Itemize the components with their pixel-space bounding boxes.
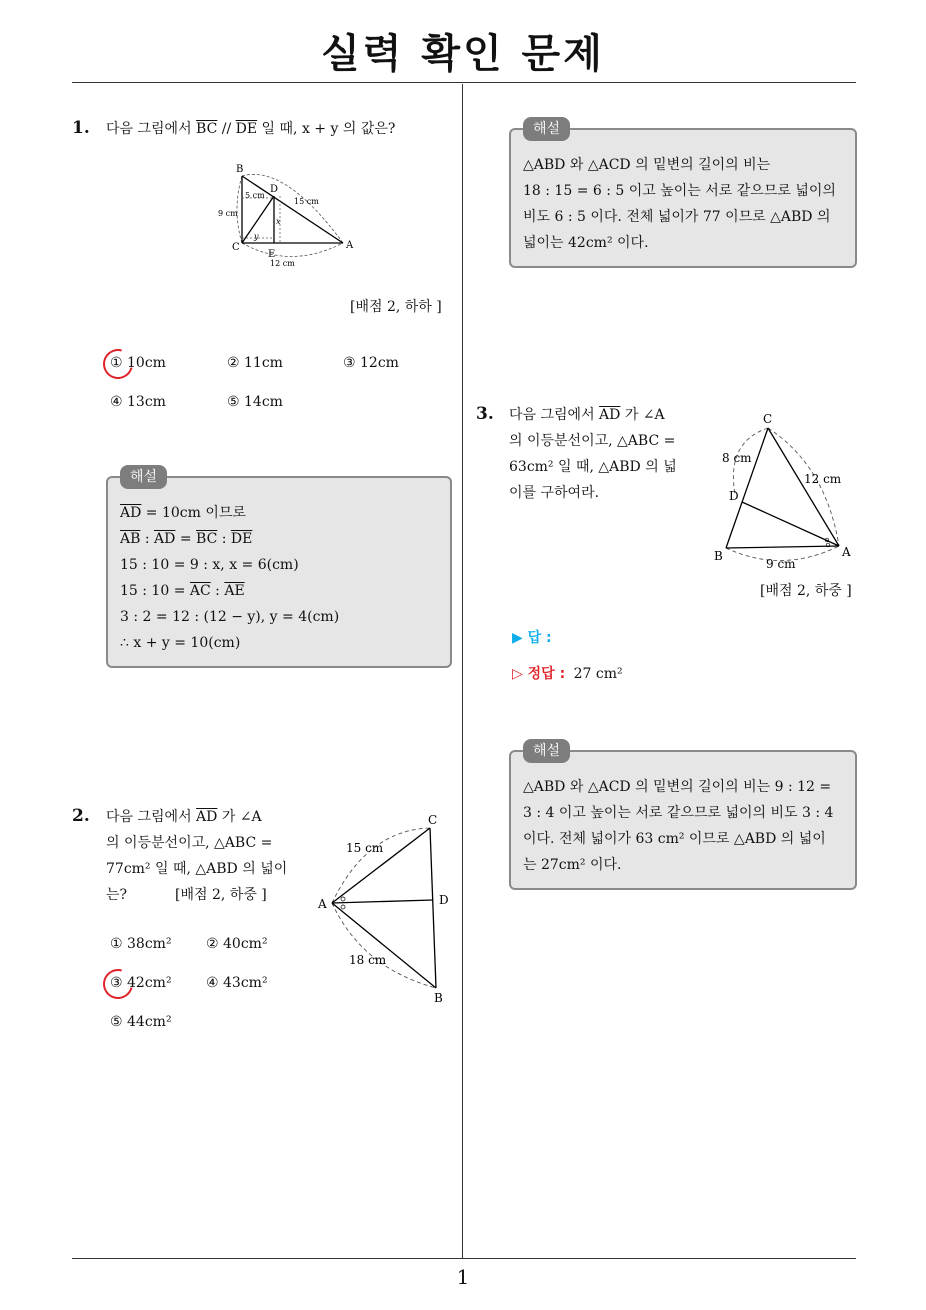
q2-len-ab: 18 cm	[349, 953, 387, 967]
column-divider	[462, 84, 463, 1258]
solution-2-line-1: △ABD 와 △ACD 의 밑변의 길이의 비는	[523, 157, 771, 173]
q3-label-B: B	[714, 549, 723, 563]
question-2-number: 2.	[72, 806, 90, 826]
q1-len-ce: y	[254, 232, 259, 241]
q3-label-A: A	[842, 545, 851, 559]
q2-label-A: A	[318, 897, 327, 911]
q1-label-D: D	[270, 184, 279, 195]
solution-2-box	[509, 121, 857, 268]
q1-choice-1[interactable]: ① 10cm	[110, 355, 166, 371]
solution-3-line-3: 이다. 전체 넓이가 63 cm² 이므로 △ABD 의 넓이	[523, 831, 826, 847]
correct-answer: ▷ 정답 : 27 cm²	[512, 666, 623, 682]
q1-len-bd: 5 cm	[245, 191, 265, 200]
header-rule	[72, 82, 856, 83]
q2-choice-3[interactable]: ③ 42cm²	[110, 975, 172, 991]
q2-label-B: B	[434, 991, 443, 1005]
q2-choice-4[interactable]: ④ 43cm²	[206, 975, 268, 991]
solution-1-line-2: $\overline{AB}$ : $\overline{AD} = \overline{BC}$ : $\overline{DE}$	[120, 531, 253, 547]
solution-2-line-2: 18 : 15 = 6 : 5 이고 높이는 서로 같으므로 넓이의	[523, 183, 836, 199]
solution-2-line-3: 비도 6 : 5 이다. 전체 넓이가 77 이므로 △ABD 의	[523, 209, 831, 225]
solution-3-box	[509, 743, 857, 890]
q1-choice-3[interactable]: ③ 12cm	[343, 355, 399, 371]
question-3-number: 3.	[476, 404, 494, 424]
q3-len-ba: 9 cm	[766, 557, 796, 571]
solution-3-line-2: 3 : 4 이고 높이는 서로 같으므로 넓이의 비도 3 : 4	[523, 805, 834, 821]
q1-label-A: A	[346, 240, 354, 251]
solution-1-line-6: ∴ x + y = 10(cm)	[120, 635, 241, 651]
q1-len-bc: 9 cm	[218, 209, 238, 218]
q2-choice-5[interactable]: ⑤ 44cm²	[110, 1014, 172, 1030]
question-1-text: 다음 그림에서 $\overline{BC} // \overline{DE}$ 일 때, x + y 의 값은?	[106, 121, 396, 137]
solution-3-tag: 해설	[523, 739, 570, 763]
question-1-score: [배점 2, 하하 ]	[350, 299, 442, 315]
question-2-text: 다음 그림에서 $\overline{AD}$ 가 ∠A 의 이등분선이고, △ABC = 77cm² 일 때, △ABD 의 넓이 는? [배점 2, 하중 ]	[106, 809, 288, 903]
question-1-number: 1.	[72, 118, 90, 138]
solution-2-line-4: 넓이는 42cm² 이다.	[523, 235, 649, 251]
q3-label-C: C	[763, 412, 773, 426]
solution-1-line-1: $\overline{AD} = 10cm$ 이므로	[120, 505, 246, 521]
q3-len-ca: 12 cm	[804, 472, 842, 486]
q2-label-C: C	[428, 813, 438, 827]
solution-1-line-5: 3 : 2 = 12 : (12 − y), y = 4(cm)	[120, 609, 340, 625]
q2-len-ac: 15 cm	[346, 841, 384, 855]
q1-choice-5[interactable]: ⑤ 14cm	[227, 394, 283, 410]
question-3-figure	[706, 406, 856, 576]
question-1-figure	[210, 158, 360, 270]
q1-answer-mark	[98, 344, 139, 385]
q1-len-da: 15 cm	[294, 197, 319, 206]
footer-rule	[72, 1258, 856, 1259]
q1-label-B: B	[236, 164, 244, 175]
q1-label-E: E	[268, 249, 276, 260]
question-3-text: 다음 그림에서 $\overline{AD}$ 가 ∠A 의 이등분선이고, △ABC = 63cm² 일 때, △ABD 의 넓 이를 구하여라.	[509, 407, 677, 501]
q2-label-D: D	[439, 893, 449, 907]
question-3-score: [배점 2, 하중 ]	[760, 583, 852, 599]
q3-label-D: D	[729, 489, 739, 503]
q2-choice-2[interactable]: ② 40cm²	[206, 936, 268, 952]
solution-3-line-1: △ABD 와 △ACD 의 밑변의 길이의 비는 9 : 12 =	[523, 779, 832, 795]
page-title: 실력 확인 문제	[321, 31, 605, 77]
solution-3-line-4: 는 27cm² 이다.	[523, 857, 622, 873]
q1-len-ca: 12 cm	[270, 259, 295, 268]
solution-2-tag: 해설	[523, 117, 570, 141]
answer-input-label[interactable]: ▶ 답 :	[512, 630, 552, 646]
solution-1-line-4: 15 : $10 = \overline{AC}$ : $\overline{AE}$	[120, 583, 245, 599]
q1-choice-2[interactable]: ② 11cm	[227, 355, 283, 371]
q2-choice-1[interactable]: ① 38cm²	[110, 936, 172, 952]
page-number: 1	[456, 1265, 470, 1289]
q2-answer-mark	[98, 964, 139, 1005]
solution-1-box	[106, 469, 452, 668]
q1-choice-4[interactable]: ④ 13cm	[110, 394, 166, 410]
question-2-figure	[312, 808, 462, 1008]
q1-len-de: x	[276, 217, 281, 226]
q1-label-C: C	[232, 242, 240, 253]
q3-len-cd: 8 cm	[722, 451, 752, 465]
solution-1-line-3: 15 : 10 = 9 : x, x = 6(cm)	[120, 557, 299, 573]
solution-1-tag: 해설	[120, 465, 167, 489]
